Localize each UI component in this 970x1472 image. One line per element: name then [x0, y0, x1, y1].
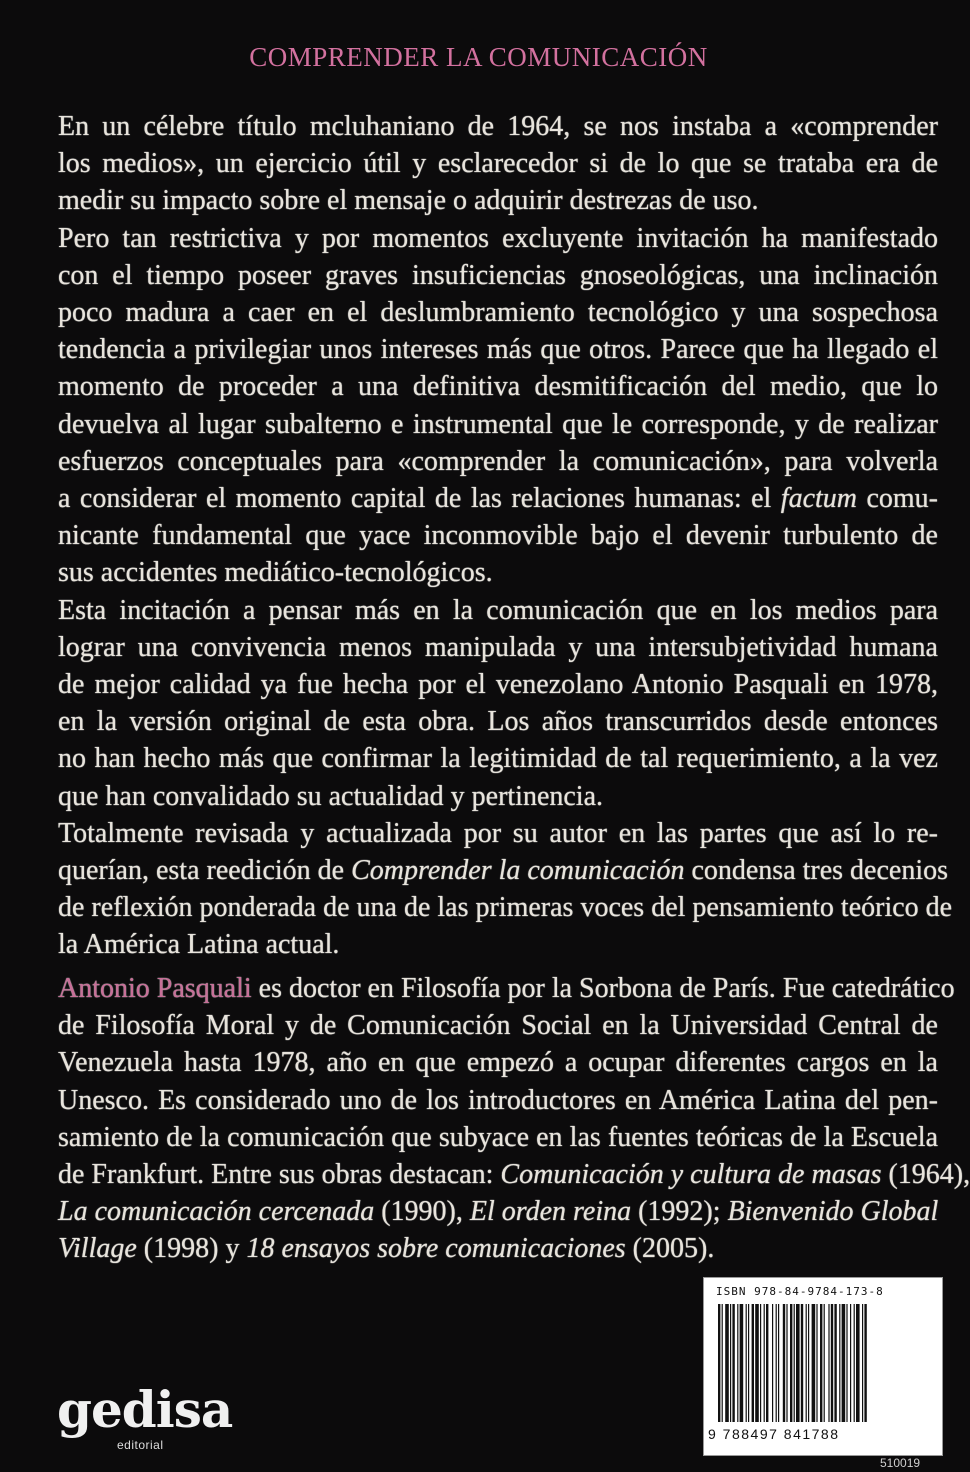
barcode-bar [834, 1304, 836, 1422]
barcode-sub-code: 510019 [880, 1456, 921, 1470]
blurb-line: lograr una convivencia menos manipulada y una intersubjetividad humana [58, 631, 938, 663]
bio-line: de Frankfurt. Entre sus obras destacan: Comunicación y cultura de masas (1964), [58, 1159, 970, 1191]
bio-line: Venezuela hasta 1978, año en que empezó a ocupar diferentes cargos en la [58, 1047, 938, 1079]
barcode-bar [812, 1304, 816, 1422]
barcode-bar [778, 1304, 779, 1422]
barcode-bar [725, 1304, 729, 1422]
barcode-bar [752, 1304, 754, 1422]
barcode-bars-icon [716, 1304, 930, 1422]
barcode-bar [846, 1304, 847, 1422]
barcode-bar [820, 1304, 822, 1422]
blurb-line: nicante fundamental que yace inconmovible bajo el devenir turbulento de [58, 520, 938, 552]
barcode-bar [740, 1304, 744, 1422]
barcode-bar [718, 1304, 720, 1422]
barcode-bar [755, 1304, 759, 1422]
bio-line: samiento de la comunicación que subyace en las fuentes teóricas de la Escuela [58, 1121, 938, 1153]
bio-line: La comunicación cercenada (1990), El orden reina (1992); Bienvenido Global [58, 1196, 939, 1228]
publisher-logo [57, 1380, 233, 1455]
barcode-bar [806, 1304, 807, 1422]
blurb-line: querían, esta reedición de Comprender la comunicación condensa tres decenios [58, 855, 949, 887]
blurb-line: medir su impacto sobre el mensaje o adquirir destrezas de uso. [58, 185, 759, 217]
isbn-label: ISBN 978-84-9784-173-8 [716, 1285, 884, 1298]
blurb-line: esfuerzos conceptuales para «comprender la comunicación», para volverla [58, 445, 938, 477]
barcode-bar [794, 1304, 795, 1422]
blurb-line: Esta incitación a pensar más en la comunicación que en los medios para [58, 594, 938, 626]
blurb-line: la América Latina actual. [58, 929, 340, 961]
barcode-bar [772, 1304, 773, 1422]
author-name: Antonio Pasquali [58, 973, 252, 1004]
blurb-line: Pero tan restrictiva y por momentos excluyente invitación ha manifestado [58, 222, 938, 254]
barcode-bar [808, 1304, 809, 1422]
barcode-bar [862, 1304, 863, 1422]
barcode-bar [842, 1304, 846, 1422]
barcode [703, 1277, 943, 1456]
barcode-bar [722, 1304, 723, 1422]
publisher-sub: editorial [117, 1438, 164, 1452]
bio-first-line [58, 970, 955, 1007]
bio-line: Unesco. Es considerado uno de los introductores en América Latina del pen- [58, 1084, 938, 1116]
blurb-line: que han convalidado su actualidad y pertinencia. [58, 780, 604, 812]
blurb-line: sus accidentes mediático-tecnológicos. [58, 557, 493, 589]
blurb-line: a considerar el momento capital de las relaciones humanas: el factum comu- [58, 483, 939, 515]
barcode-bar [776, 1304, 777, 1422]
blurb-line: no han hecho más que confirmar la legitimidad de tal requerimiento, a la vez [58, 743, 938, 775]
publisher-name: gedisa [57, 1380, 233, 1439]
barcode-bar [764, 1304, 765, 1422]
barcode-bar [786, 1304, 787, 1422]
bio-first-line-rest: es doctor en Filosofía por la Sorbona de París. Fue catedrático [251, 973, 955, 1004]
barcode-bar [831, 1304, 833, 1422]
blurb-line: de reflexión ponderada de una de las primeras voces del pensamiento teórico de [58, 892, 953, 924]
book-title: COMPRENDER LA COMUNICACIÓN [249, 42, 708, 72]
bio-line: Village (1998) y 18 ensayos sobre comunicaciones (2005). [58, 1233, 715, 1265]
blurb-line: poco madura a caer en el deslumbramiento tecnológico y una sospechosa [58, 297, 938, 329]
blurb-line: los medios», un ejercicio útil y esclarecedor si de lo que se trataba era de [58, 148, 938, 180]
barcode-bar [760, 1304, 761, 1422]
blurb-line: Totalmente revisada y actualizada por su autor en las partes que así lo re- [58, 817, 938, 849]
barcode-bar [839, 1304, 840, 1422]
ean-digits: 9 788497 841788 [708, 1426, 840, 1442]
author-bio [58, 970, 970, 1268]
barcode-bar [828, 1304, 829, 1422]
barcode-bar [864, 1304, 866, 1422]
blurb-text [58, 108, 953, 964]
barcode-bar [824, 1304, 825, 1422]
barcode-bar [746, 1304, 747, 1422]
barcode-bar [796, 1304, 800, 1422]
barcode-bar [801, 1304, 803, 1422]
barcode-bar [854, 1304, 855, 1422]
blurb-line: tendencia a privilegiar unos intereses más que otros. Parece que ha llegado el [58, 334, 938, 366]
barcode-bar [856, 1304, 860, 1422]
blurb-line: momento de proceder a una definitiva desmitificación del medio, que lo [58, 371, 938, 403]
blurb-line: en la versión original de esta obra. Los años transcurridos desde entonces [58, 706, 938, 738]
blurb-line: con el tiempo poseer graves insuficiencias gnoseológicas, una inclinación [58, 259, 938, 291]
barcode-bar [850, 1304, 851, 1422]
blurb-line: de mejor calidad ya fue hecha por el venezolano Antonio Pasquali en 1978, [58, 669, 938, 701]
barcode-bar [730, 1304, 731, 1422]
bio-line: de Filosofía Moral y de Comunicación Social en la Universidad Central de [58, 1010, 938, 1042]
barcode-bar [783, 1304, 785, 1422]
blurb-line: En un célebre título mcluhaniano de 1964, se nos instaba a «comprender [58, 111, 938, 142]
barcode-bar [766, 1304, 768, 1422]
blurb-line: devuelva al lugar subalterno e instrumental que le corresponde, y de realizar [58, 408, 938, 440]
barcode-bar [816, 1304, 817, 1422]
barcode-bar [748, 1304, 749, 1422]
barcode-bar [732, 1304, 734, 1422]
barcode-bar [790, 1304, 792, 1422]
barcode-bar [737, 1304, 738, 1422]
